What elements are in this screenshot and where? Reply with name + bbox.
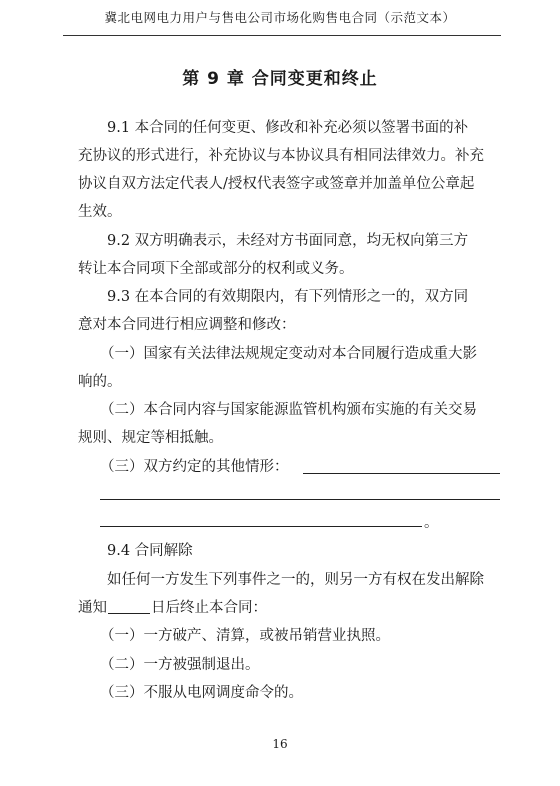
item-9-3-2-line-1: （二）本合同内容与国家能源监管机构颁布实施的有关交易 [100,402,477,418]
clause-9-1-line-1: 9.1 本合同的任何变更、修改和补充必须以签署书面的补 [107,120,469,136]
clause-9-1-line-3: 协议自双方法定代表人/授权代表签字或签章并加盖单位公章起 [78,176,475,192]
blank-end-mark: 。 [424,515,439,531]
blank-fill-line-2[interactable] [100,499,500,500]
notice-prefix: 通知 [78,600,107,616]
chapter-title: 第 9 章 合同变更和终止 [182,69,378,89]
clause-9-1-line-2: 充协议的形式进行，补充协议与本协议具有相同法律效力。补充 [78,148,484,164]
clause-9-2-line-2: 转让本合同项下全部或部分的权利或义务。 [78,261,354,277]
notice-days-blank[interactable] [108,613,150,614]
page-number: 16 [272,737,288,751]
blank-fill-line-1[interactable] [303,473,500,474]
blank-fill-line-3[interactable] [100,526,422,527]
clause-9-2-line-1: 9.2 双方明确表示，未经对方书面同意，均无权向第三方 [107,233,469,249]
clause-9-3-line-1: 9.3 在本合同的有效期限内，有下列情形之一的，双方同 [107,289,469,305]
running-header: 冀北电网电力用户与售电公司市场化购售电合同（示范文本） [104,10,456,25]
header-divider [63,35,501,36]
clause-9-1-line-4: 生效。 [78,204,122,220]
item-9-3-1-line-1: （一）国家有关法律法规规定变动对本合同履行造成重大影 [100,346,477,362]
item-9-3-2-line-2: 规则、规定等相抵触。 [78,430,223,446]
item-9-3-3-label: （三）双方约定的其他情形： [100,459,289,475]
clause-9-4-item-1: （一）一方破产、清算，或被吊销营业执照。 [100,628,390,644]
clause-9-3-line-2: 意对本合同进行相应调整和修改： [78,317,296,333]
notice-suffix: 日后终止本合同： [151,600,267,616]
clause-9-4-item-3: （三）不服从电网调度命令的。 [100,685,303,701]
clause-9-4-intro-line-1: 如任何一方发生下列事件之一的，则另一方有权在发出解除 [107,572,484,588]
clause-9-4-heading: 9.4 合同解除 [107,543,193,559]
clause-9-4-item-2: （二）一方被强制退出。 [100,657,260,673]
item-9-3-1-line-2: 响的。 [78,374,122,390]
